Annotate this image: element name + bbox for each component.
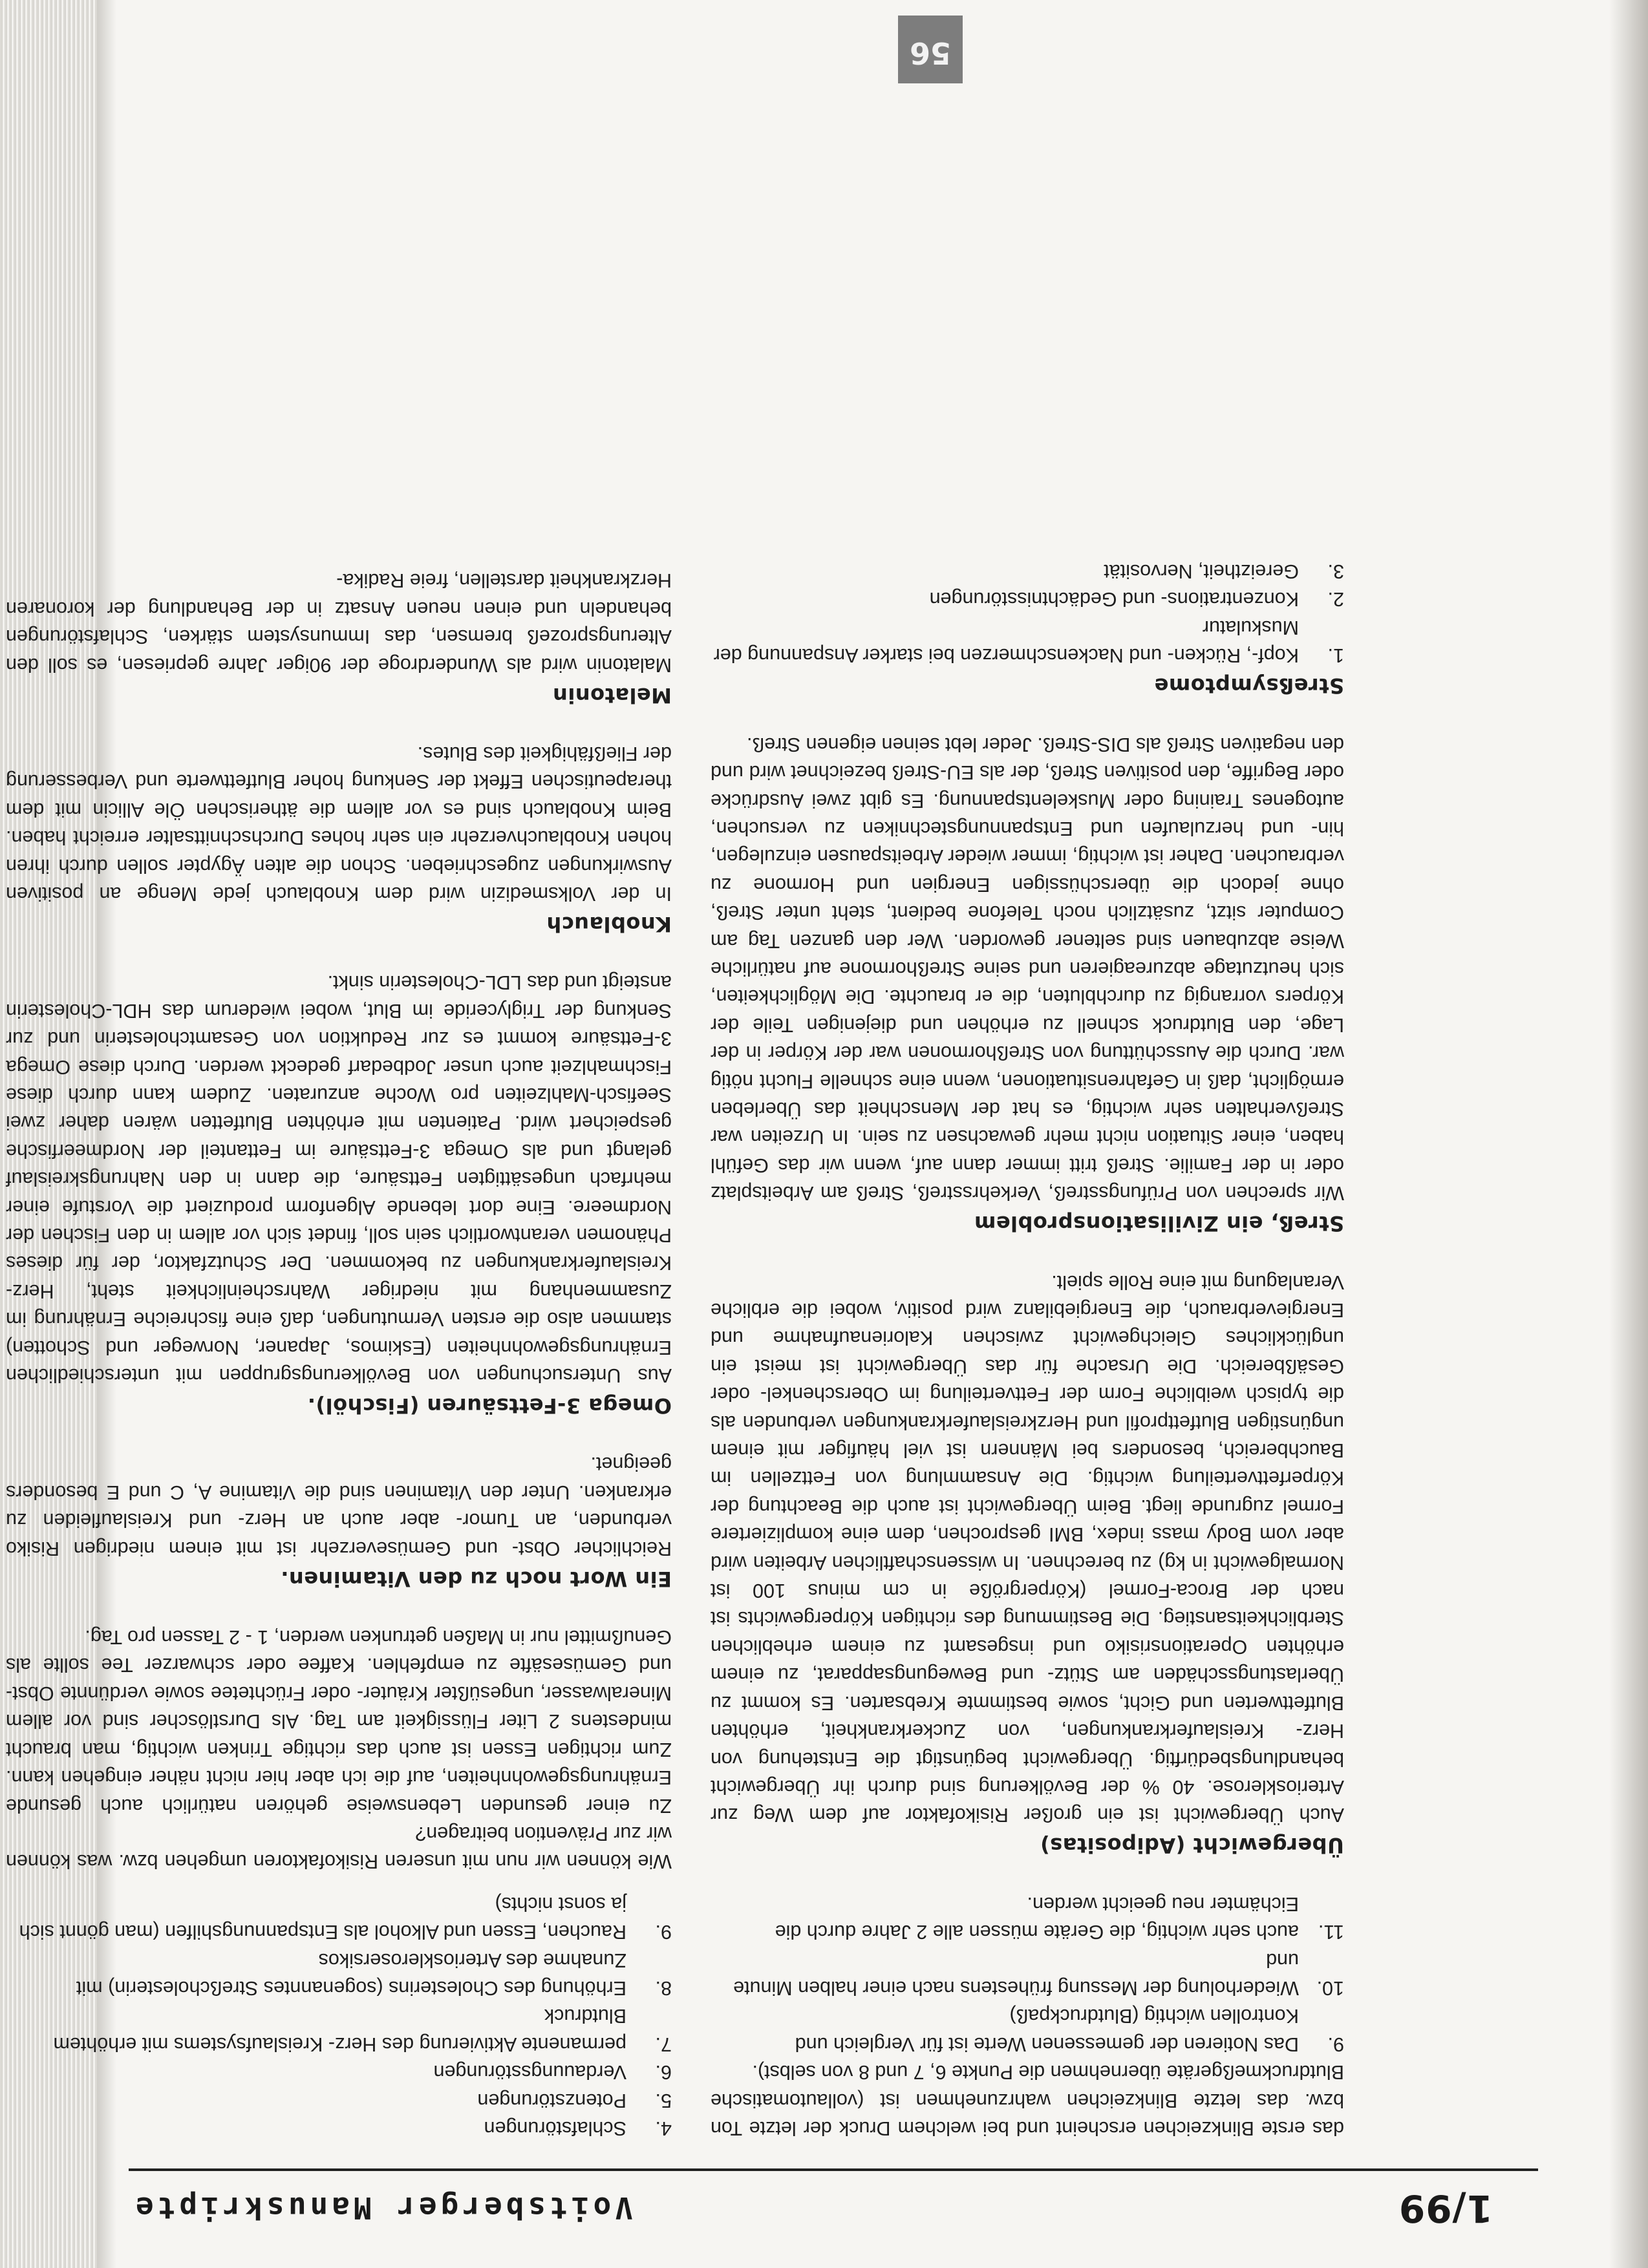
heading-melatonin: Melatonin bbox=[552, 683, 672, 708]
list-symptome bbox=[711, 557, 1344, 670]
left-column bbox=[711, 557, 1344, 2142]
paragraph-omega: Aus Untersuchungen von Bevölkerungsgruppen mit unterschiedlichen Ernährungsgewohnheiten (Eskimos, Japaner, Norweger und Schotten) stammen also die ersten Vermutungen, daß eine fischreiche Ernährung im Zusammenhang mit niedriger Wahrscheinlichkeit steht, Herz- Kreislauferkrankungen zu bekommen. Der Schutzfaktor, der für dieses Phänomen verantwortlich sein soll, findet sich vor allem in den Fischen der Nordmeere. Eine dort lebende Algenform produziert die Vorstufe einer mehrfach ungesättigten Fettsäure, die dann in den Nahrungskreislauf gelangt und als Omega 3-Fettsäure im Fettanteil der Nordmeerfische gespeichert wird. Patienten mit erhöhten Blutfetten wären daher zwei Seefisch-Mahlzeiten pro Woche anzuraten. Zudem kann durch diese Fischmahlzeit auch unser Jodbedarf gedeckt werden. Durch diese Omega 3-Fettsäure kommt es zur Reduktion von Gesamtcholesterin und zur Senkung der Triglyceride im Blut, wobei wiederum das HDL-Cholesterin ansteigt und das LDL-Cholesterin sinkt. bbox=[6, 971, 672, 1387]
list-item: 7. permanente Aktivierung des Herz- Kreislaufsystems mit erhöhtem Blutdruck bbox=[53, 2005, 672, 2055]
heading-vitamine: Ein Wort noch zu den Vitaminen. bbox=[280, 1566, 672, 1591]
paragraph-intro: Wie können wir nun mit unseren Risikofaktoren umgehen bzw. was können wir zur Prävention beitragen? bbox=[6, 1822, 672, 1873]
paragraph-lifestyle: Zu einer gesunden Lebensweise gehören natürlich auch gesunde Ernährungsgewohnheiten, auf die ich aber hier nicht näher eingehen kann. Zum richtigen Essen ist auch das richtige Trinken wichtig, man braucht mindestens 2 Liter Flüssigkeit am Tag. Als Durstlöscher sind vor allem Mineralwasser, ungesüßter Kräuter- oder Früchtetee sowie verdünnte Obst- und Gemüsesäfte zu empfehlen. Kaffee oder schwarzer Tee sollte als Genußmittel nur in Maßen getrunken werden, 1 - 2 Tassen pro Tag. bbox=[6, 1626, 672, 1817]
list-item: 9. Das Notieren der gemessenen Werte ist für Vergleich und Kontrollen wichtig (Blutdruckpaß) bbox=[795, 2005, 1344, 2055]
heading-stress-symptome: Streßsymptome bbox=[1154, 673, 1344, 699]
list-item: 2. Konzentrations- und Gedächtnisstörungen bbox=[929, 588, 1344, 611]
heading-knoblauch: Knoblauch bbox=[546, 911, 672, 937]
paragraph-melatonin: Malatonin wird als Wunderdroge der 90iger Jahre gepriesen, es soll den Alterungsprozeß bremsen, das Immunsystem stärken, Schlafstörungen behandeln und einen neuen Ansatz in der Behandlung der koronaren Herzkrankheit darstellen, freie Radika- bbox=[6, 569, 672, 676]
paragraph-adipositas: Auch Übergewicht ist ein großer Risikofaktor auf dem Weg zur Arteriosklerose. 40 % der Bevölkerung sind durch ihr Übergewicht behandlungsbedürftig. Übergewicht begünstigt die Entstehung von Herz- Kreislauferkrankungen, von Zuckerkrankheit, erhöhten Blutfettwerten und Gicht, sowie bestimmte Krebsarten. Es kommt zu Überlastungsschäden am Stütz- und Bewegungsapparat, zu einem erhöhten Operationsrisiko und insgesamt zu einem erheblichen Sterblichkeitsanstieg. Die Bestimmung des richtigen Körpergewichts ist nach der Broca-Formel (Körpergröße in cm minus 100 ist Normalgewicht in kg) zu berechnen. In wissenschaftlichen Arbeiten wird aber vom Body mass index, BMI gesprochen, dem eine kompliziertere Formel zugrunde liegt. Beim Übergewicht ist auch die Beachtung der Körperfettverteilung wichtig. Die Ansammlung von Fettzellen im Bauchbereich, besonders bei Männern ist viel häufiger mit einem ungünstigen Blutfettprofil und Herzkreislauferkrankungen verbunden als die typisch weibliche Form der Fettverteilung im Oberschenkel- oder Gesäßbereich. Die Ursache für das Übergewicht ist meist ein unglückliches Gleichgewicht zwischen Kalorienaufnahme und Energieverbrauch, die Energiebilanz wird positiv, wobei die erbliche Veranlagung mit eine Rolle spielt. bbox=[711, 1271, 1344, 1827]
paragraph-knoblauch: In der Volksmedizin wird dem Knoblauch jede Menge an positiven Auswirkungen zugeschrieben. Schon die alten Ägypter sollen durch ihren hohen Knoblauchverzehr ein sehr hohes Durchschnittsalter erreicht haben. Beim Knoblauch sind es vor allem die ätherischen Öle Allicin mit dem therapeutischen Effekt der Senkung hoher Blutfettwerte und Verbesserung der Fließfähigkeit des Blutes. bbox=[6, 742, 672, 905]
list-item: 4. Schlafstörungen bbox=[484, 2117, 672, 2139]
list-item: 9. Rauchen, Essen und Alkohol als Entspannungshilfen (man gönnt sich ja sonst nichts) bbox=[19, 1892, 672, 1944]
list-item: 6. Verdauungsstörungen bbox=[433, 2061, 672, 2084]
paragraph-messung: das erste Blinkzeichen erscheint und bei welchem Druck der letzte Ton bzw. das letzte Blinkzeichen wahrzunehmen ist (vollautomatische Blutdruckmeßgeräte übernehmen die Punkte 6, 7 und 8 von selbst). bbox=[711, 2061, 1344, 2139]
list-item: 5. Potenzstörungen bbox=[477, 2089, 672, 2112]
list-item: 3. Gereiztheit, Nervosität bbox=[1104, 560, 1344, 583]
list-stress-folgen bbox=[6, 1889, 672, 2142]
right-column bbox=[6, 566, 672, 2142]
binding-shadow bbox=[1609, 0, 1648, 2268]
list-messung bbox=[711, 1889, 1344, 2057]
list-item: 1. Kopf-, Rücken- und Nackenschmerzen bei starker Anspannung der Muskulatur bbox=[713, 616, 1344, 667]
heading-adipositas: Übergewicht (Adipositas) bbox=[1040, 1833, 1344, 1858]
paragraph-vitamine: Reichlicher Obst- und Gemüseverzehr ist mit einem niedrigen Risiko verbunden, an Tumor- aber auch an Herz- und Kreislaufleiden zu erkranken. Unter den Vitaminen sind die Vitamine A, C und E besonders geeignet. bbox=[6, 1453, 672, 1560]
list-item: 11. auch sehr wichtig, die Geräte müssen alle 2 Jahre durch die Eichämter neu geeicht werden. bbox=[775, 1892, 1344, 1944]
heading-omega: Omega 3-Fettsäuren (Fischöl). bbox=[307, 1394, 672, 1419]
page-number: 56 bbox=[910, 36, 952, 70]
masthead-title: Voitsberger Manuskripte bbox=[132, 2190, 633, 2225]
list-item: 10. Wiederholung der Messung frühestens nach einer halben Minute und bbox=[733, 1949, 1344, 1999]
issue-number: 1/99 bbox=[1398, 2187, 1493, 2231]
paragraph-stress: Wir sprechen von Prüfungsstreß, Verkehrsstreß, Streß am Arbeitsplatz oder in der Familie. Streß tritt immer dann auf, wenn wir das Gefühl haben, einer Situation nicht mehr gewachsen zu sein. In Urzeiten war Streßverhalten sehr wichtig, es hat der Menschheit das Überleben ermöglicht, daß in Gefahrensituationen, wenn eine schnelle Flucht nötig war. Durch die Ausschüttung von Streßhormonen war der Körper in der Lage, den Blutdruck schnell zu erhöhen und diejenigen Teile der Körpers vorrangig zu durchbluten, die er brauchte. Die Möglichkeiten, sich heutzutage abzureagieren und seine Streßhormone auf natürliche Weise abzubauen sind seltener geworden. Wer den ganzen Tag am Computer sitzt, zusätzlich noch Telefone bedient, steht unter Streß, ohne jedoch die überschüssigen Energien und Hormone zu verbrauchen. Daher ist wichtig, immer wieder Arbeitspausen einzulegen, hin- und herzulaufen und Entspannungstechniken zu versuchen, autogenes Training oder Muskelentspannung. Es gibt zwei Ausdrücke oder Begriffe, den positiven Streß, der als EU-Streß bezeichnet wird und den negativen Streß als DIS-Streß. Jeder lebt seinen eigenen Streß. bbox=[711, 733, 1344, 1205]
header-rule bbox=[129, 2168, 1538, 2171]
heading-stress: Streß, ein Zivilisationsproblem bbox=[974, 1211, 1344, 1236]
list-item: 8. Erhöhung des Cholesterins (sogenanntes Streßcholesterin) mit Zunahme des Arteriosklerosersikos bbox=[76, 1949, 672, 1999]
